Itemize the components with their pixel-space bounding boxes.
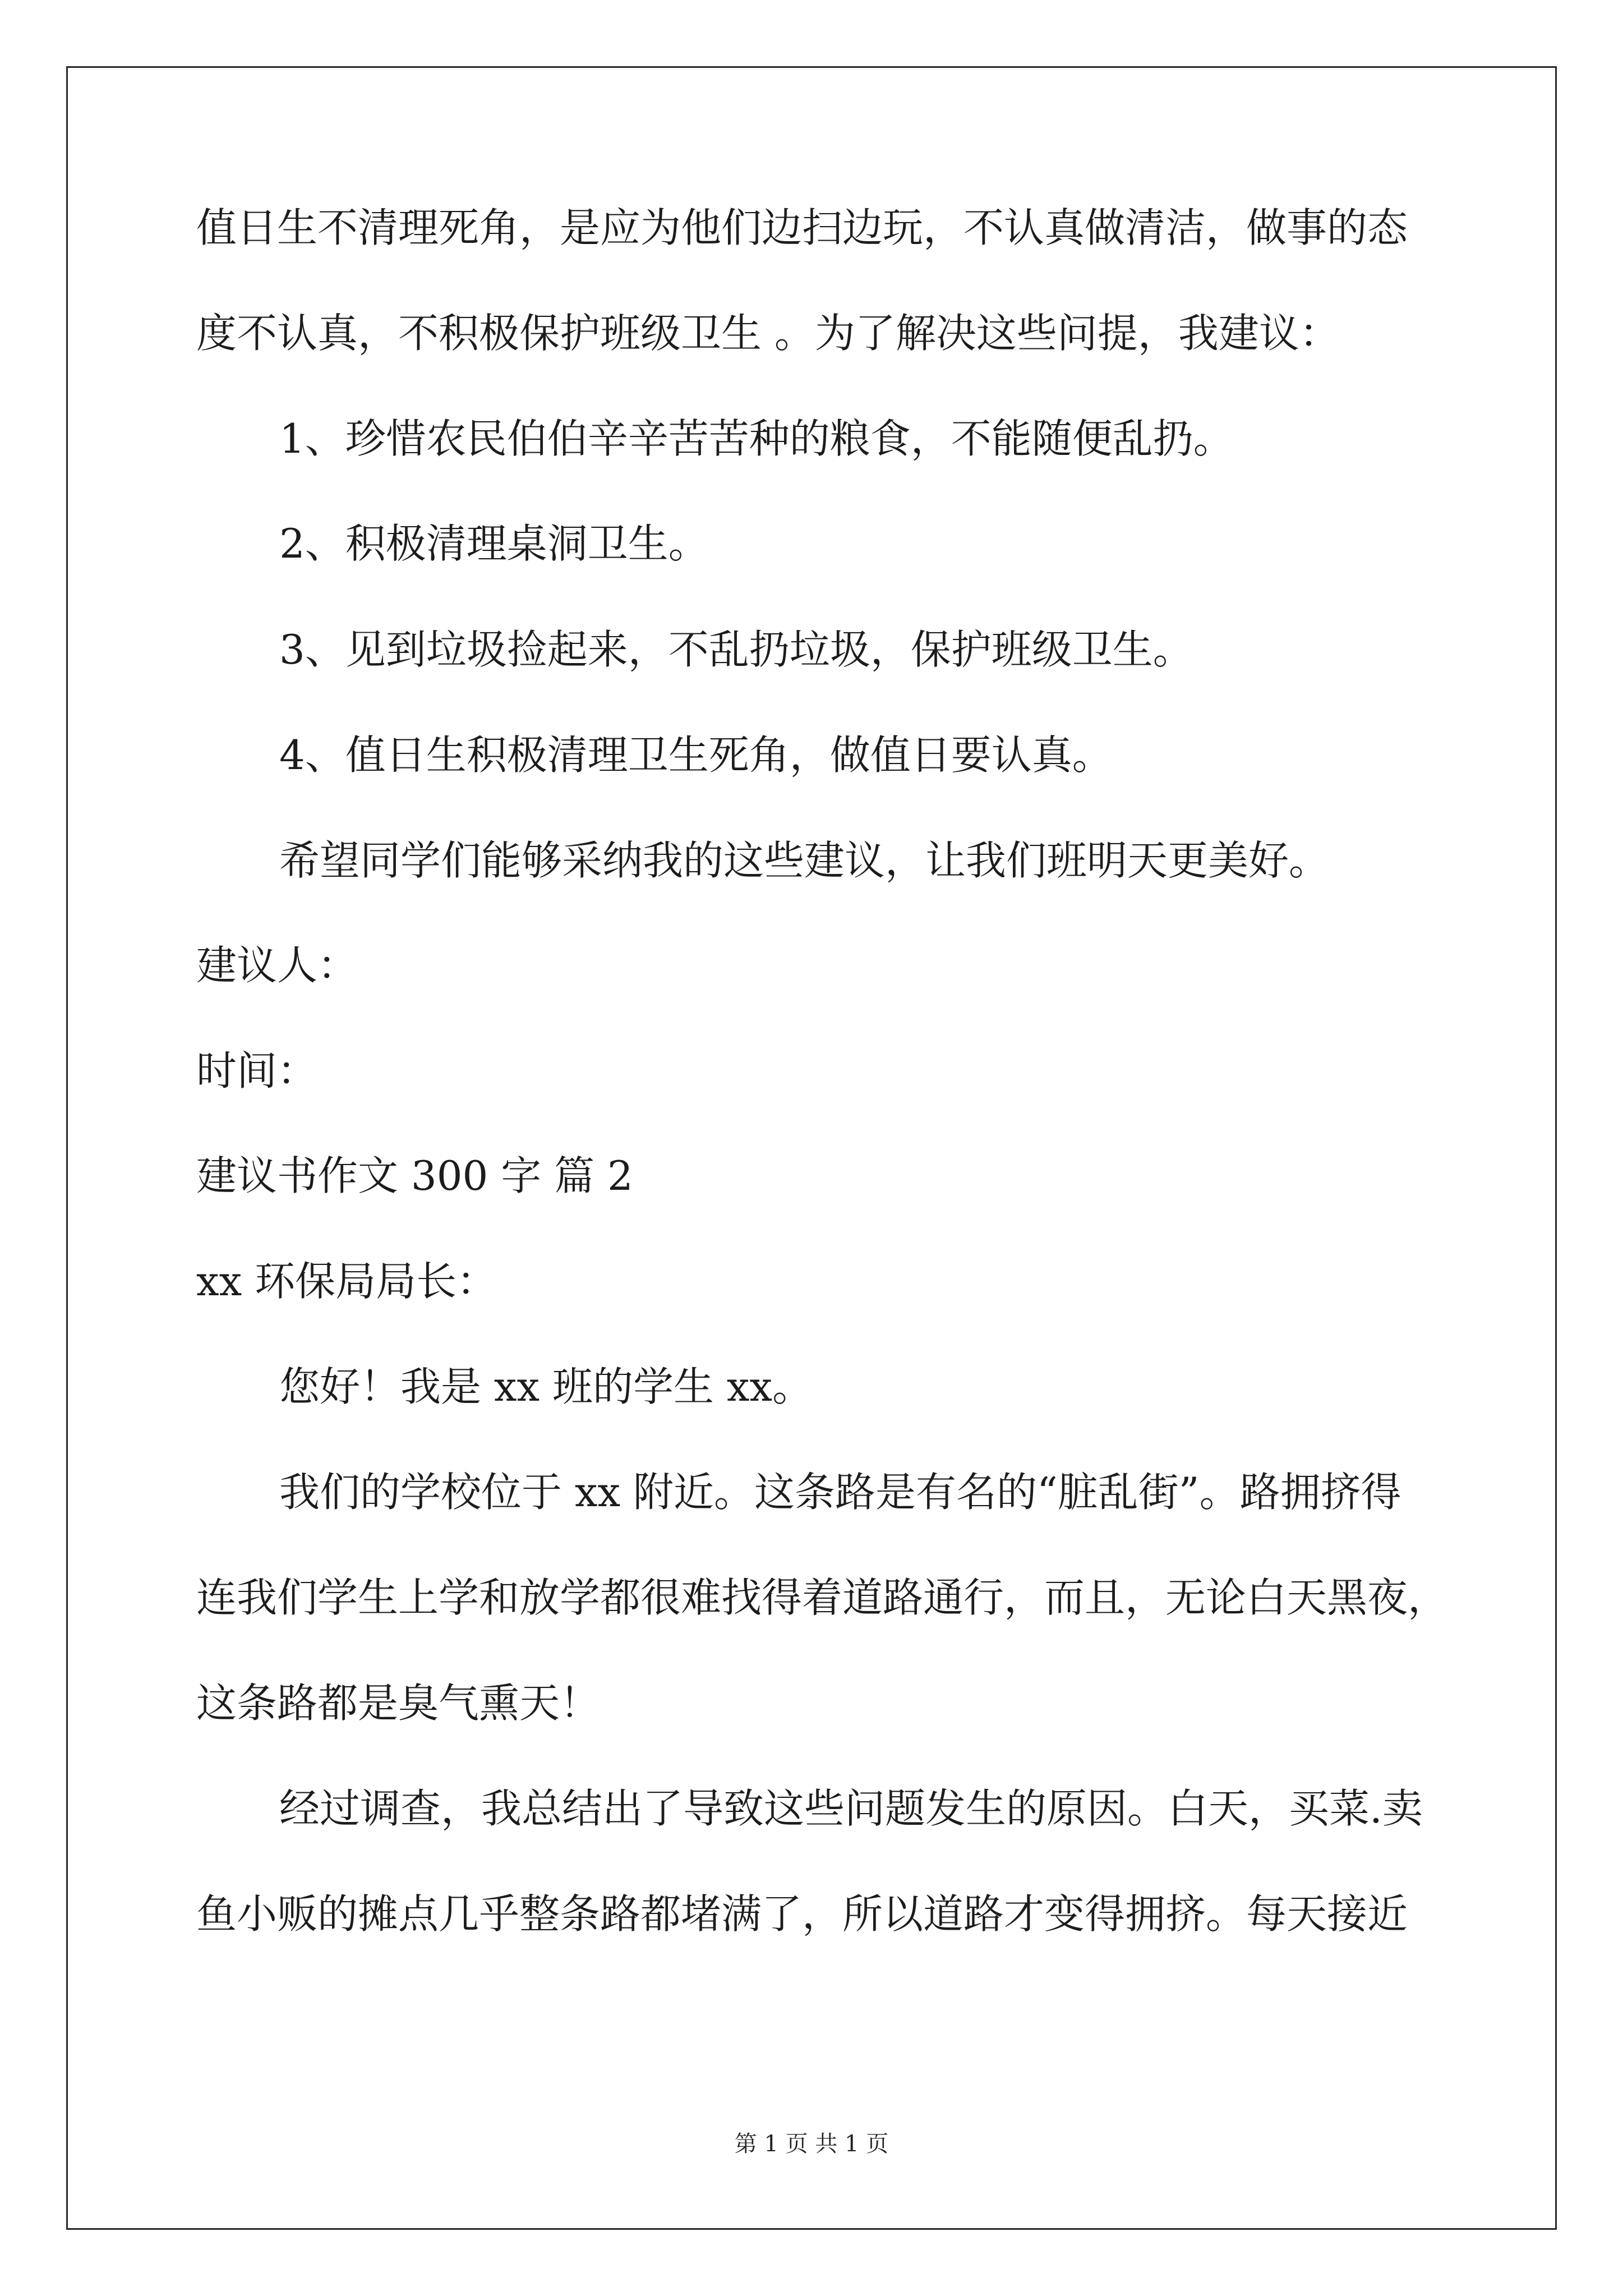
paragraph-line: 希望同学们能够采纳我的这些建议，让我们班明天更美好。 bbox=[279, 837, 1330, 884]
paragraph-line: 这条路都是臭气熏天！ bbox=[196, 1680, 601, 1727]
paragraph-line: 经过调查，我总结出了导致这些问题发生的原因。白天，买菜.卖 bbox=[279, 1785, 1423, 1832]
paragraph-line: 连我们学生上学和放学都很难找得着道路通行，而且，无论白天黑夜， bbox=[196, 1574, 1449, 1621]
paragraph-line: 值日生不清理死角，是应为他们边扫边玩，不认真做清洁，做事的态 bbox=[196, 204, 1408, 251]
greeting-line: 您好！我是 xx 班的学生 xx。 bbox=[279, 1363, 813, 1410]
date-label: 时间： bbox=[196, 1047, 318, 1094]
paragraph-line: 鱼小贩的摊点几乎整条路都堵满了，所以道路才变得拥挤。每天接近 bbox=[196, 1890, 1408, 1938]
list-item-1: 1、珍惜农民伯伯辛辛苦苦种的粮食，不能随便乱扔。 bbox=[279, 415, 1234, 462]
signature-label: 建议人： bbox=[196, 942, 358, 989]
paragraph-line: 我们的学校位于 xx 附近。这条路是有名的“脏乱街”。路拥挤得 bbox=[279, 1469, 1401, 1516]
list-item-3: 3、见到垃圾捡起来，不乱扔垃圾，保护班级卫生。 bbox=[279, 626, 1193, 673]
list-item-4: 4、值日生积极清理卫生死角，做值日要认真。 bbox=[279, 731, 1113, 779]
paragraph-line: 度不认真，不积极保护班级卫生 。为了解决这些问提，我建议： bbox=[196, 310, 1340, 357]
salutation: xx 环保局局长： bbox=[196, 1258, 497, 1305]
list-item-2: 2、积极清理桌洞卫生。 bbox=[279, 520, 709, 567]
page-number-footer: 第 1 页 共 1 页 bbox=[734, 2131, 889, 2157]
section-heading: 建议书作文 300 字 篇 2 bbox=[196, 1152, 633, 1199]
